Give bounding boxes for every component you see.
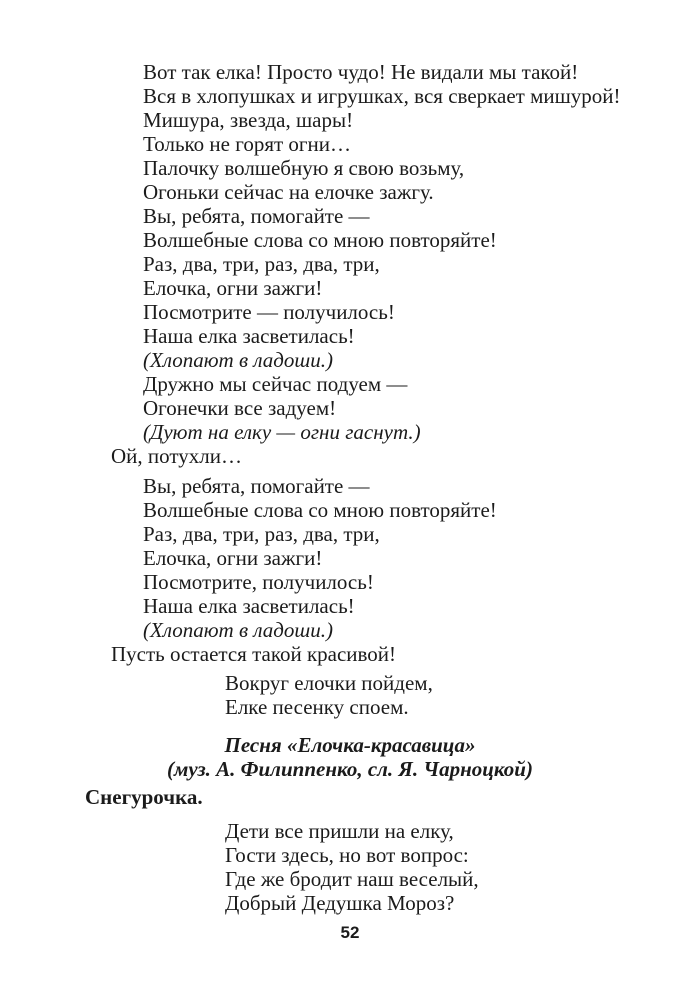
verse-line: Посмотрите, получилось!	[143, 570, 374, 594]
song-line: Дети все пришли на елку,	[225, 819, 454, 843]
song-verse	[0, 819, 700, 915]
verse-line: Наша елка засветилась!	[143, 324, 355, 348]
verse-line: Посмотрите — получилось!	[143, 300, 395, 324]
song-intro-verse	[0, 671, 700, 719]
stage-direction: (Хлопают в ладоши.)	[143, 618, 333, 642]
verse-line: Палочку волшебную я свою возьму,	[143, 156, 465, 180]
verse-block-2	[0, 474, 700, 642]
verse-line: Дружно мы сейчас подуем —	[143, 372, 408, 396]
verse-line: Огоньки сейчас на елочке зажгу.	[143, 180, 434, 204]
page-number: 52	[340, 923, 360, 942]
song-title: Песня «Елочка-красавица»	[224, 733, 476, 757]
verse-line: Огонечки все задуем!	[143, 396, 337, 420]
verse-line: Мишура, звезда, шары!	[143, 108, 354, 132]
verse-line: Вы, ребята, помогайте —	[143, 474, 370, 498]
speech-line: Ой, потухли…	[111, 444, 242, 468]
song-line: Елке песенку споем.	[225, 695, 409, 719]
song-credits: (муз. А. Филиппенко, сл. Я. Чарноцкой)	[167, 757, 533, 781]
verse-line: Вот так елка! Просто чудо! Не видали мы такой!	[143, 60, 579, 84]
song-line: Где же бродит наш веселый,	[225, 867, 479, 891]
verse-line: Елочка, огни зажги!	[143, 546, 323, 570]
verse-line: Вы, ребята, помогайте —	[143, 204, 370, 228]
song-line: Гости здесь, но вот вопрос:	[225, 843, 469, 867]
speech-line: Пусть остается такой красивой!	[111, 642, 397, 666]
verse-line: Елочка, огни зажги!	[143, 276, 323, 300]
verse-line: Только не горят огни…	[143, 132, 351, 156]
verse-line: Волшебные слова со мною повторяйте!	[143, 228, 497, 252]
verse-line: Раз, два, три, раз, два, три,	[143, 522, 380, 546]
song-line: Вокруг елочки пойдем,	[225, 671, 433, 695]
verse-line: Раз, два, три, раз, два, три,	[143, 252, 380, 276]
song-heading	[0, 733, 700, 781]
stage-direction: (Хлопают в ладоши.)	[143, 348, 333, 372]
character-name: Снегурочка.	[85, 785, 203, 809]
verse-line: Волшебные слова со мною повторяйте!	[143, 498, 497, 522]
verse-block-1	[0, 60, 700, 444]
verse-line: Наша елка засветилась!	[143, 594, 355, 618]
song-line: Добрый Дедушка Мороз?	[225, 891, 455, 915]
verse-line: Вся в хлопушках и игрушках, вся сверкает мишурой!	[143, 84, 621, 108]
stage-direction: (Дуют на елку — огни гаснут.)	[143, 420, 421, 444]
